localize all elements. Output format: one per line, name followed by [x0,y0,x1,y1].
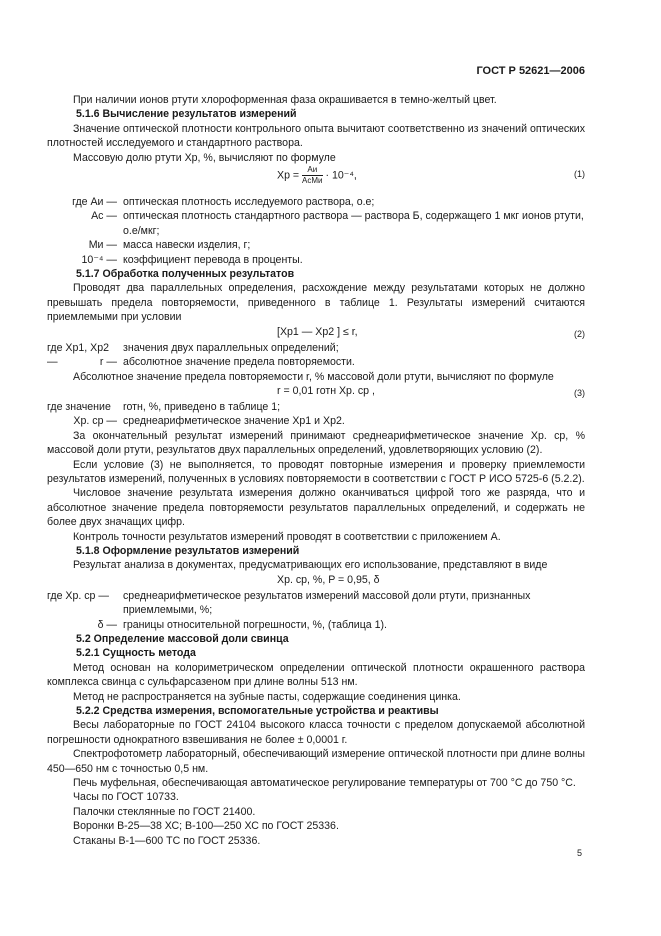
paragraph: При наличии ионов ртути хлороформенная фаза окрашивается в темно-желтый цвет. [73,94,497,106]
definition-item [47,253,585,267]
page-number: 5 [576,848,582,858]
definition-text: rотн, %, приведено в таблице 1; [123,400,281,413]
definition-item [47,414,585,428]
paragraph: Метод основан на колориметрическом определении оптической плотности окрашенного раствора комплекса свинца с сульфарсазеном при длине волны 513 нм. [47,661,585,689]
definition-text: оптическая плотность исследуемого раствора, о.е; [123,196,375,209]
formula-lhs: Xр = [277,169,300,182]
definition-item [47,589,585,618]
definition-item [47,195,585,209]
definition-symbol: где Аи — [72,196,117,209]
paragraph: Значение оптической плотности контрольного опыта вычитают соответственно из значений оптических плотностей исследуемого и стандартного раствора. [47,122,585,150]
paragraph: Воронки В-25—38 ХС; В-100—250 ХС по ГОСТ 25336. [73,820,339,833]
page-header: ГОСТ Р 52621—2006 [476,65,585,77]
section-heading: 5.1.6 Вычисление результатов измерений [76,108,297,121]
definition-text: среднеарифметическое результатов измерений массовой доли ртути, признанных приемлемыми, %; [123,589,531,617]
paragraph: Весы лабораторные по ГОСТ 24104 высокого класса точности с пределом допускаемой абсолютной погрешности однократного взвешивания не более ± 0,0001 г. [47,719,585,746]
formula-denominator: АсМи [302,176,323,186]
definition-text: границы относительной погрешности, %, (таблица 1). [123,618,387,631]
paragraph: Стаканы В-1—600 ТС по ГОСТ 25336. [73,834,261,847]
formula-expression: Xр. ср, %, P = 0,95, δ [277,573,380,586]
paragraph: Печь муфельная, обеспечивающая автоматическое регулирование температуры от 700 °С до 750 °С. [73,777,576,790]
formula-2 [47,325,585,341]
section-heading: 5.1.7 Обработка полученных результатов [76,268,295,281]
formula-expression: r = 0,01 rотн Xр. ср , [277,384,375,397]
section-heading: 5.1.8 Оформление результатов измерений [76,544,300,557]
paragraph: Результат анализа в документах, предусматривающих его использование, представляют в виде [73,559,548,572]
paragraph: Спектрофотометр лабораторный, обеспечивающий измерение оптической плотности при длине волны 450—650 нм с точностью 0,5 нм. [47,748,585,775]
paragraph: Числовое значение результата измерения должно оканчиваться цифрой того же разряда, что и абсолютное значение предела повторяемости результатов параллельных определений, и содержать не более двух значащих цифр. [47,487,585,529]
paragraph: Палочки стеклянные по ГОСТ 21400. [73,805,256,818]
definition-symbol: Xр. ср — [73,415,117,428]
formula-fraction [302,165,322,186]
definition-text: значения двух параллельных определений; [123,341,339,354]
paragraph: Часы по ГОСТ 10733. [73,791,179,804]
paragraph: Если условие (3) не выполняется, то проводят повторные измерения и проверку приемлемости результатов измерений, полученных в условиях повторяемости в соответствии с ГОСТ Р ИСО 5725-6 (5.2.2). [47,458,585,485]
paragraph: Метод не распространяется на зубные пасты, содержащие соединения цинка. [73,690,461,703]
document-body [47,93,585,848]
definition-text: оптическая плотность стандартного раствора — раствора Б, содержащего 1 мкг ионов ртути, о.е/мкг; [123,210,584,237]
definition-item [47,400,585,414]
definition-item [47,355,585,369]
definition-list [47,589,585,632]
definition-list [47,400,585,429]
definition-item [47,238,585,252]
formula-1 [47,165,585,195]
formula-numerator: Аи [302,165,322,176]
formula-number: (3) [574,387,585,398]
paragraph: Абсолютное значение предела повторяемости r, % массовой доли ртути, вычисляют по формуле [73,370,554,383]
definition-item [47,618,585,632]
definition-symbol: где Xр. ср — [47,589,109,602]
section-heading: 5.2 Определение массовой доли свинца [76,633,289,645]
formula-expression [277,165,357,186]
definition-text: среднеарифметическое значение Xр1 и Xр2. [123,415,345,428]
definition-symbol: где значение [47,400,111,413]
definition-symbol: где Xр1, Xр2 — [47,341,109,369]
formula-4 [47,573,585,589]
paragraph: Контроль точности результатов измерений проводят в соответствии с приложением А. [73,530,501,543]
section-heading: 5.2.1 Сущность метода [76,647,196,660]
definition-symbol: r — [99,356,117,369]
formula-3 [47,384,585,400]
definition-item [47,209,585,238]
formula-tail: · 10⁻⁴, [325,169,357,182]
formula-number: (1) [574,169,585,180]
definition-symbol: δ — [97,618,117,631]
section-heading: 5.2.2 Средства измерения, вспомогательные устройства и реактивы [76,705,439,718]
definition-symbol: 10⁻⁴ — [81,253,117,266]
definition-text: масса навески изделия, г; [123,239,251,252]
definition-list [47,195,585,267]
definition-symbol: Ас — [91,210,117,223]
formula-number: (2) [574,328,585,339]
definition-symbol: Ми — [88,239,117,252]
definition-text: коэффициент перевода в проценты. [123,253,303,266]
paragraph: Массовую долю ртути Xp, %, вычисляют по формуле [73,151,336,164]
paragraph: За окончательный результат измерений принимают среднеарифметическое значение Xр. ср, % массовой доли ртути, результатов двух параллельных определений, удовлетворяющих условию (2). [47,429,585,457]
formula-expression: [Xр1 — Xр2 ] ≤ r, [277,325,358,338]
definition-list [47,341,585,370]
paragraph: Проводят два параллельных определения, расхождение между результатами которых не должно превышать предела повторяемости, приведенного в таблице 1. Результаты измерений считаются приемлемыми при условии [47,282,585,324]
definition-text: абсолютное значение предела повторяемости. [123,356,355,369]
